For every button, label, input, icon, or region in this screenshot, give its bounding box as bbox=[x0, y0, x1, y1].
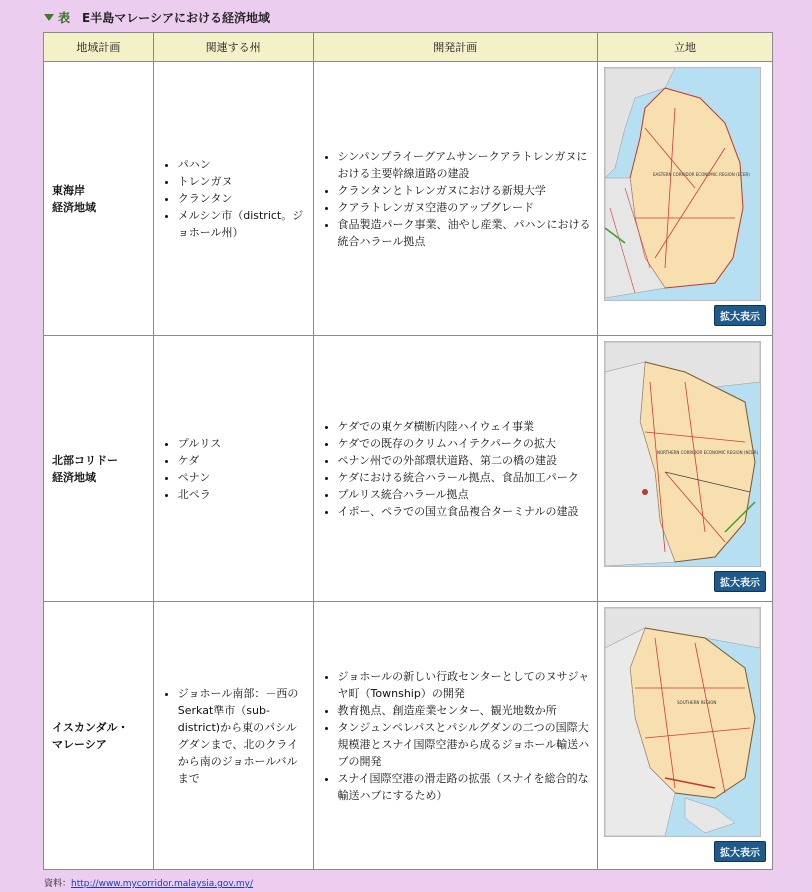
region-name: イスカンダル・ bbox=[52, 720, 129, 734]
region-cell bbox=[44, 336, 154, 602]
map-ecer[interactable] bbox=[604, 67, 761, 301]
state-item: • 北ペラ bbox=[178, 486, 307, 503]
state-item: • メルシン市（district。ジョホール州） bbox=[178, 207, 307, 241]
plan-item: • ケダにおける統合ハラール拠点、食品加工パーク bbox=[338, 469, 591, 486]
plan-item: • シンパンプライーグアムサンークアラトレンガヌにおける主要幹線道路の建設 bbox=[338, 148, 591, 182]
states-cell bbox=[153, 62, 313, 336]
region-cell bbox=[44, 62, 154, 336]
table-title bbox=[44, 9, 270, 26]
plan-item: • ペナン州での外部環状道路、第二の橋の建設 bbox=[338, 452, 591, 469]
table-title-text: E半島マレーシアにおける経済地域 bbox=[82, 11, 270, 25]
map-region-label: NORTHERN CORRIDOR ECONOMIC REGION (NCER) bbox=[657, 450, 759, 455]
header-location: 立地 bbox=[598, 33, 773, 62]
source-note bbox=[44, 876, 253, 889]
state-item: • プルリス bbox=[178, 435, 307, 452]
table-label: 表 bbox=[58, 11, 71, 25]
state-item: • トレンガヌ bbox=[178, 173, 307, 190]
state-item: • パハン bbox=[178, 156, 307, 173]
plan-item: • スナイ国際空港の滑走路の拡張（スナイを総合的な輸送ハブにするため） bbox=[338, 770, 591, 804]
region-name-suffix: 経済地域 bbox=[52, 200, 96, 214]
economic-regions-table bbox=[43, 32, 773, 870]
region-name: 北部コリドー bbox=[52, 453, 118, 467]
map-region-label: EASTERN CORRIDOR ECONOMIC REGION (ECER) bbox=[653, 172, 750, 177]
plan-item: • ケダでの既存のクリムハイテクパークの拡大 bbox=[338, 435, 591, 452]
table-row bbox=[44, 62, 773, 336]
states-cell bbox=[153, 336, 313, 602]
collapse-triangle-icon[interactable] bbox=[44, 14, 54, 21]
state-item: • クランタン bbox=[178, 190, 307, 207]
plan-item: • 教育拠点、創造産業センター、観光地数か所 bbox=[338, 702, 591, 719]
plan-item: • ケダでの東ケダ横断内陸ハイウェイ事業 bbox=[338, 418, 591, 435]
table-row bbox=[44, 602, 773, 870]
location-cell bbox=[598, 602, 773, 870]
region-cell bbox=[44, 602, 154, 870]
region-name-suffix: 経済地域 bbox=[52, 470, 96, 484]
map-ncer[interactable] bbox=[604, 341, 761, 567]
header-states: 関連する州 bbox=[153, 33, 313, 62]
state-item: • ジョホール南部：－西のSerkat準市（sub-district)から東のパシルグダンまで、北のクライから南のジョホールバルまで bbox=[178, 685, 307, 787]
map-region-label: SOUTHERN REGION bbox=[677, 700, 717, 705]
source-link[interactable]: http://www.mycorridor.malaysia.gov.my/ bbox=[71, 879, 253, 889]
zoom-button[interactable]: 拡大表示 bbox=[714, 305, 766, 326]
plans-cell bbox=[313, 62, 597, 336]
state-item: • ペナン bbox=[178, 469, 307, 486]
region-name-suffix: マレーシア bbox=[52, 737, 107, 751]
map-iskandar[interactable] bbox=[604, 607, 761, 837]
source-label: 資料： bbox=[44, 879, 72, 889]
plan-item: • イポー、ペラでの国立食品複合ターミナルの建設 bbox=[338, 503, 591, 520]
zoom-button[interactable]: 拡大表示 bbox=[714, 571, 766, 592]
plans-cell bbox=[313, 602, 597, 870]
plan-item: • プルリス統合ハラール拠点 bbox=[338, 486, 591, 503]
region-name: 東海岸 bbox=[52, 183, 85, 197]
header-plans: 開発計画 bbox=[313, 33, 597, 62]
plan-item: • クアラトレンガヌ空港のアップグレード bbox=[338, 199, 591, 216]
plans-cell bbox=[313, 336, 597, 602]
states-cell bbox=[153, 602, 313, 870]
location-cell bbox=[598, 336, 773, 602]
plan-item: • クランタンとトレンガヌにおける新規大学 bbox=[338, 182, 591, 199]
plan-item: • タンジュンペレパスとパシルグダンの二つの国際大規模港とスナイ国際空港から成るジョホール輸送ハブの開発 bbox=[338, 719, 591, 770]
location-cell bbox=[598, 62, 773, 336]
plan-item: • 食品製造パーク事業、油やし産業、パハンにおける統合ハラール拠点 bbox=[338, 216, 591, 250]
header-region: 地域計画 bbox=[44, 33, 154, 62]
table-row bbox=[44, 336, 773, 602]
plan-item: • ジョホールの新しい行政センターとしてのヌサジャヤ町（Township）の開発 bbox=[338, 668, 591, 702]
table-header-row bbox=[44, 33, 773, 62]
zoom-button[interactable]: 拡大表示 bbox=[714, 841, 766, 862]
state-item: • ケダ bbox=[178, 452, 307, 469]
